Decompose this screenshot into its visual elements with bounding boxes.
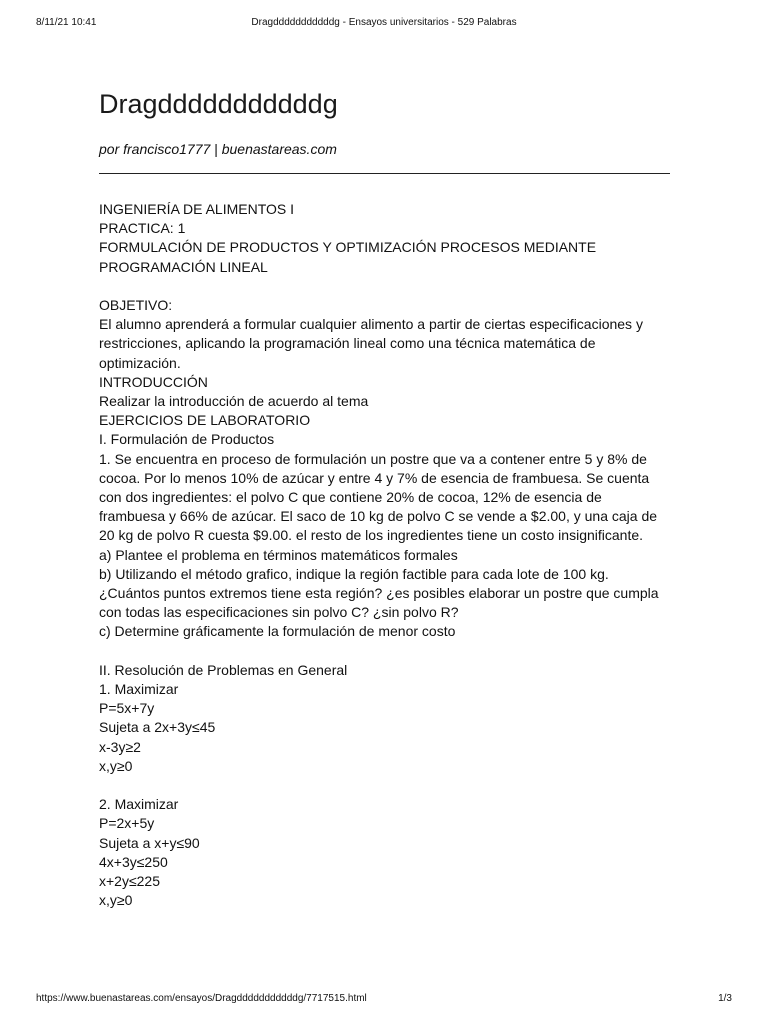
blank-line	[99, 642, 674, 661]
print-footer	[36, 993, 732, 1007]
body-line: optimización.	[99, 354, 181, 371]
body-line: 1. Se encuentra en proceso de formulación un postre que va a contener entre 5 y 8% de	[99, 450, 647, 467]
blank-line	[99, 277, 674, 296]
body-line: Sujeta a 2x+3y≤45	[99, 719, 216, 736]
page-number: 1/3	[718, 993, 732, 1004]
body-line: INGENIERÍA DE ALIMENTOS I	[99, 201, 295, 217]
body-line: c) Determine gráficamente la formulación de menor costo	[99, 623, 456, 640]
print-url: https://www.buenastareas.com/ensayos/Dragdddddddddddg/7717515.html	[36, 993, 367, 1004]
body-line: 20 kg de polvo R cuesta $9.00. el resto de los ingredientes tiene un costo insignificante.	[99, 527, 644, 544]
title-divider	[99, 173, 670, 174]
body-line: INTRODUCCIÓN	[99, 373, 208, 390]
body-line: OBJETIVO:	[99, 297, 173, 313]
site-name: buenastareas.com	[221, 141, 337, 157]
body-line: FORMULACIÓN DE PRODUCTOS Y OPTIMIZACIÓN PROCESOS MEDIANTE	[99, 239, 597, 256]
body-line: Realizar la introducción de acuerdo al tema	[99, 393, 369, 410]
body-line: a) Plantee el problema en términos matemáticos formales	[99, 546, 458, 563]
body-line: 2. Maximizar	[99, 796, 179, 813]
body-line: con todas las especificaciones sin polvo C? ¿sin polvo R?	[99, 604, 459, 621]
body-line: x,y≥0	[99, 892, 133, 909]
body-line: restricciones, aplicando la programación lineal como una técnica matemática de	[99, 335, 596, 352]
blank-line	[99, 776, 674, 795]
document-body	[99, 200, 674, 910]
byline	[99, 139, 337, 159]
body-line: 4x+3y≤250	[99, 853, 168, 870]
body-line: El alumno aprenderá a formular cualquier alimento a partir de ciertas especificaciones y	[99, 316, 643, 333]
author-name: francisco1777	[123, 141, 211, 157]
print-date: 8/11/21 10:41	[36, 17, 97, 28]
body-line: I. Formulación de Productos	[99, 431, 275, 448]
print-header-title: Dragdddddddddddg - Ensayos universitarios - 529 Palabras	[251, 17, 517, 28]
body-line: 1. Maximizar	[99, 681, 179, 698]
body-line: x-3y≥2	[99, 738, 141, 755]
body-line: Sujeta a x+y≤90	[99, 834, 200, 851]
body-line: PRACTICA: 1	[99, 220, 186, 237]
body-line: ¿Cuántos puntos extremos tiene esta región? ¿es posibles elaborar un postre que cumpla	[99, 585, 659, 602]
body-line: PROGRAMACIÓN LINEAL	[99, 258, 268, 275]
body-line: P=5x+7y	[99, 700, 155, 717]
body-line: frambuesa y 66% de azúcar. El saco de 10 kg de polvo C se vende a $2.00, y una caja de	[99, 508, 658, 525]
byline-prefix: por	[99, 141, 120, 157]
byline-separator: |	[214, 141, 218, 157]
print-header	[36, 17, 732, 31]
body-line: x,y≥0	[99, 757, 133, 774]
body-line: x+2y≤225	[99, 873, 161, 890]
body-line: con dos ingredientes: el polvo C que contiene 20% de cocoa, 12% de esencia de	[99, 489, 602, 506]
body-line: P=2x+5y	[99, 815, 155, 832]
body-line: II. Resolución de Problemas en General	[99, 661, 348, 678]
body-line: b) Utilizando el método grafico, indique la región factible para cada lote de 100 kg.	[99, 565, 609, 582]
page-title: Dragdddddddddddg	[99, 89, 338, 119]
body-line: EJERCICIOS DE LABORATORIO	[99, 412, 311, 429]
body-line: cocoa. Por lo menos 10% de azúcar y entre 4 y 7% de esencia de frambuesa. Se cuenta	[99, 469, 650, 486]
